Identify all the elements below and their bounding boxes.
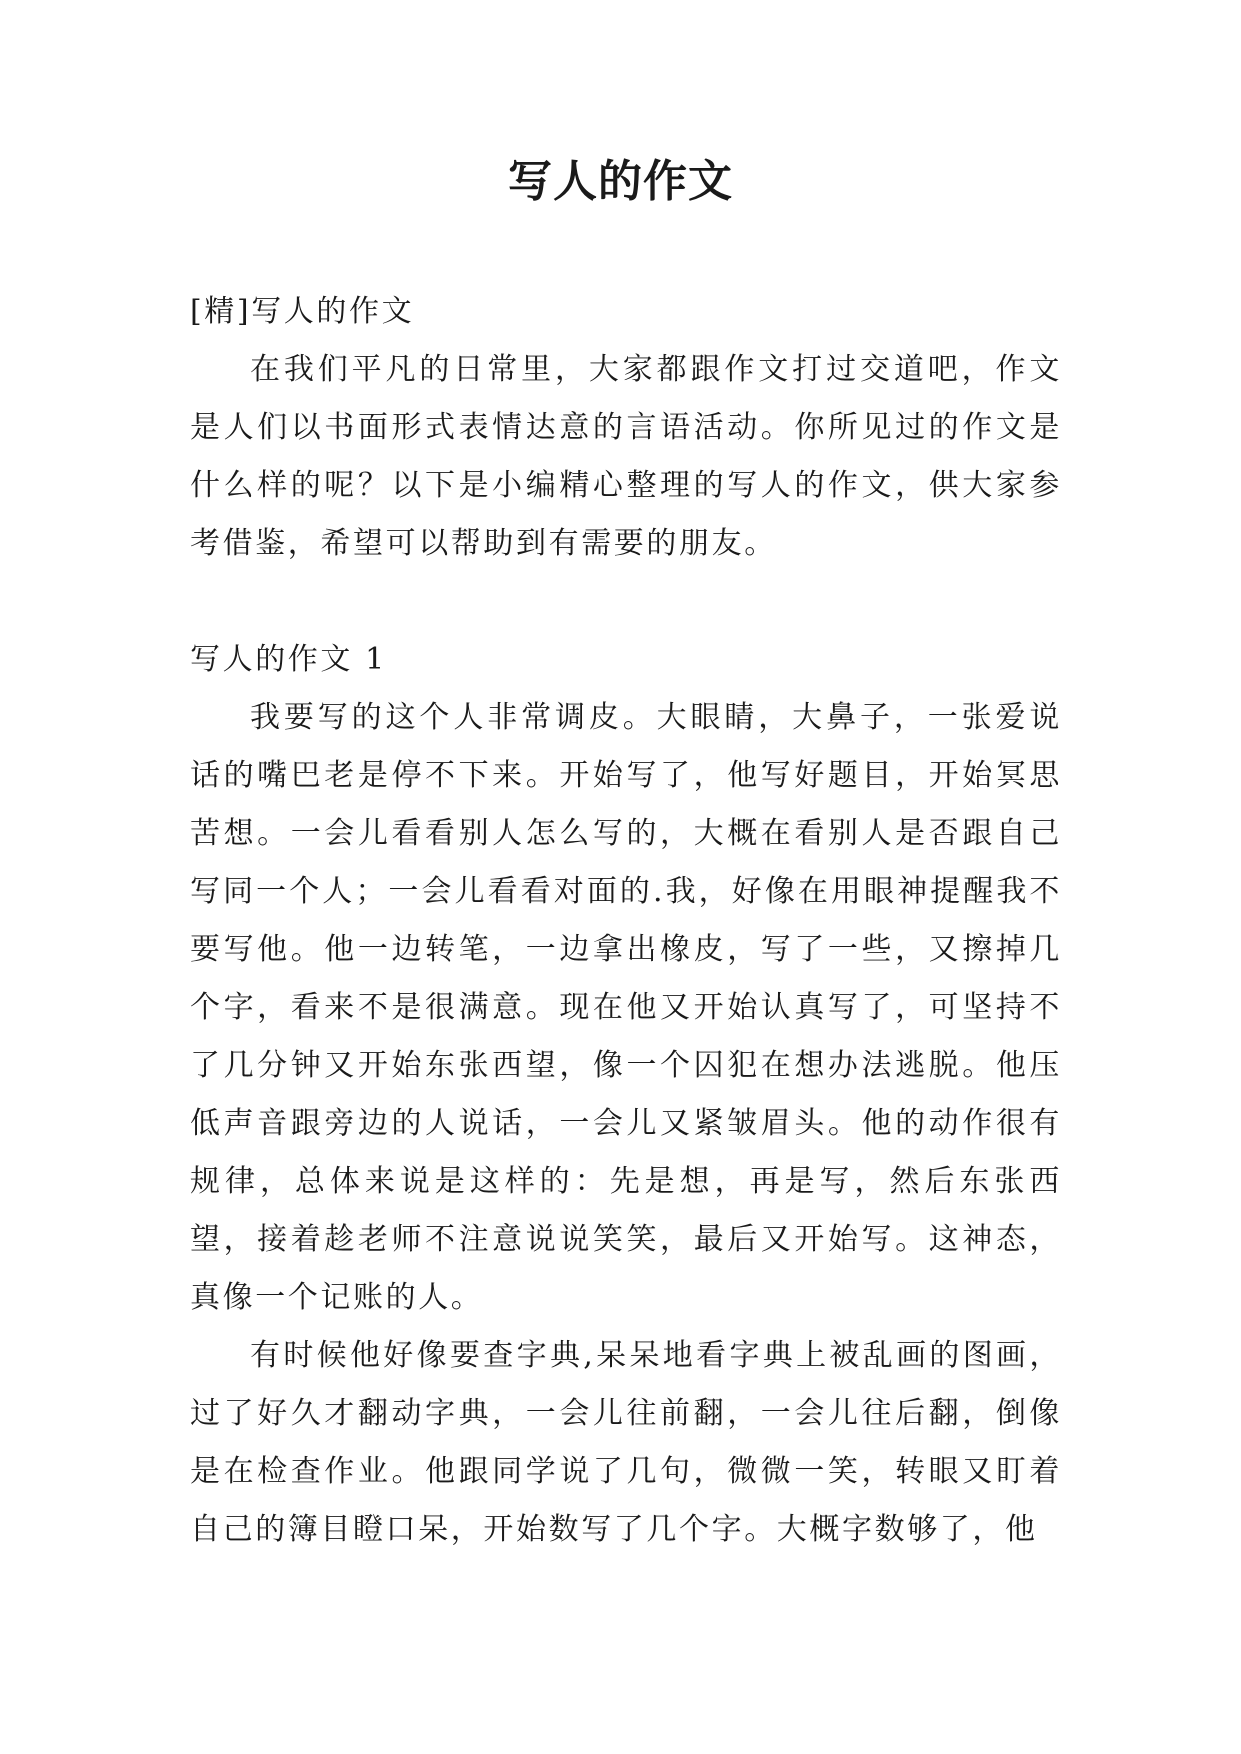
section-heading: 写人的作文 1 — [190, 642, 387, 677]
document-title: 写人的作文 — [508, 156, 733, 207]
body-paragraph-2: 有时候他好像要查字典,呆呆地看字典上被乱画的图画，过了好久才翻动字典，一会儿往前翻，一会儿往后翻，倒像是在检查作业。他跟同学说了几句，微微一笑，转眼又盯着自己的簿目瞪口呆，开始数写了几个字。大概字数够了，他 — [190, 1338, 1062, 1547]
document-body — [190, 283, 1062, 1559]
body-paragraph-1: 我要写的这个人非常调皮。大眼睛，大鼻子，一张爱说话的嘴巴老是停不下来。开始写了，他写好题目，开始冥思苦想。一会儿看看别人怎么写的，大概在看别人是否跟自己写同一个人；一会儿看看对面的.我，好像在用眼神提醒我不要写他。他一边转笔，一边拿出橡皮，写了一些，又擦掉几个字，看来不是很满意。现在他又开始认真写了，可坚持不了几分钟又开始东张西望，像一个囚犯在想办法逃脱。他压低声音跟旁边的人说话，一会儿又紧皱眉头。他的动作很有规律，总体来说是这样的：先是想，再是写，然后东张西望，接着趁老师不注意说说笑笑，最后又开始写。这神态，真像一个记账的人。 — [190, 700, 1062, 1315]
document-subtitle: [精]写人的作文 — [190, 294, 415, 329]
intro-paragraph: 在我们平凡的日常里，大家都跟作文打过交道吧，作文是人们以书面形式表情达意的言语活动。你所见过的作文是什么样的呢？以下是小编精心整理的写人的作文，供大家参考借鉴，希望可以帮助到有需要的朋友。 — [190, 352, 1062, 561]
paragraph-spacer — [190, 573, 1062, 631]
